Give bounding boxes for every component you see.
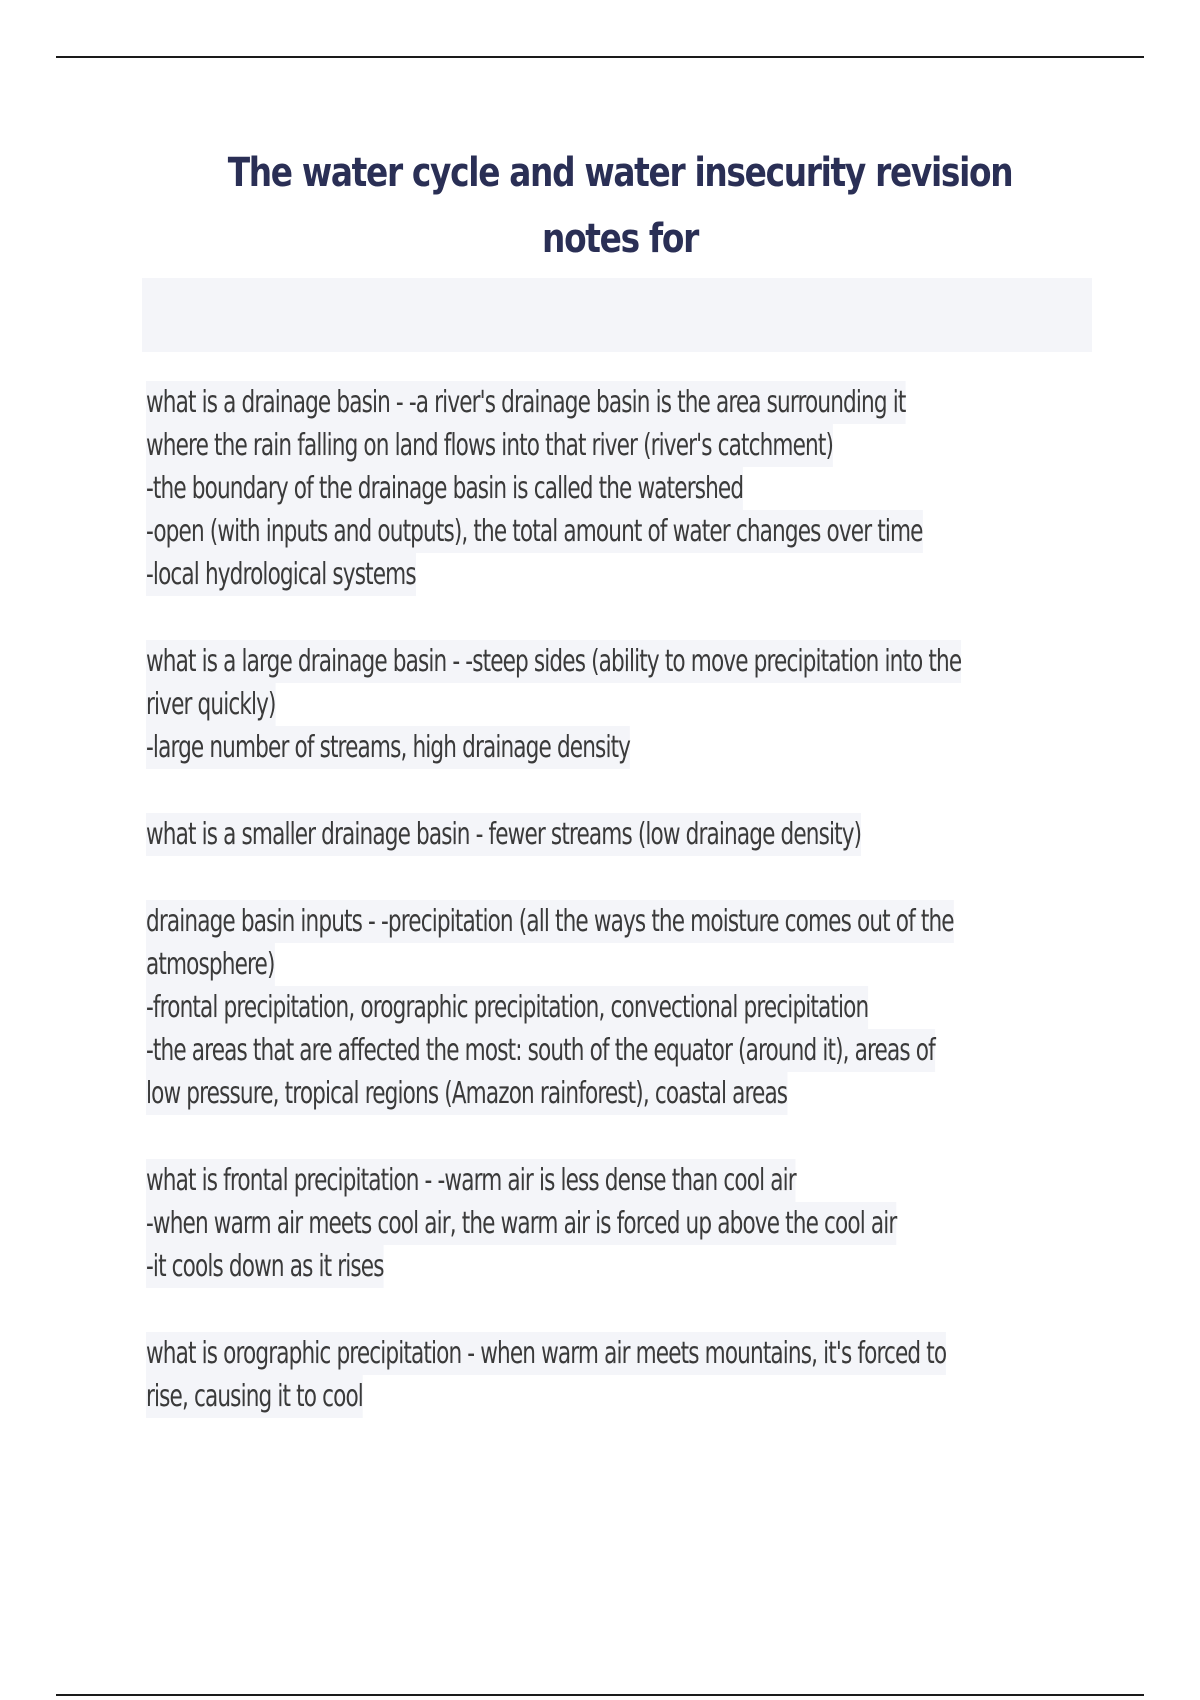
note-line: -it cools down as it rises: [146, 1245, 1146, 1288]
note-line: drainage basin inputs - -precipitation (all the ways the moisture comes out of the: [146, 900, 1146, 943]
note-line: river quickly): [146, 683, 1146, 726]
bottom-rule: [56, 1694, 1144, 1696]
note-large-drainage-basin: [146, 640, 1146, 769]
note-line: what is a smaller drainage basin - fewer streams (low drainage density): [146, 813, 1146, 856]
top-rule: [56, 56, 1144, 58]
note-smaller-drainage-basin: [146, 813, 1146, 856]
note-line: what is frontal precipitation - -warm air is less dense than cool air: [146, 1159, 1146, 1202]
note-line: -when warm air meets cool air, the warm air is forced up above the cool air: [146, 1202, 1146, 1245]
note-line: what is a large drainage basin - -steep sides (ability to move precipitation into the: [146, 640, 1146, 683]
note-line: low pressure, tropical regions (Amazon rainforest), coastal areas: [146, 1072, 1146, 1115]
note-frontal-precipitation: [146, 1159, 1146, 1288]
note-drainage-basin: [146, 381, 1146, 596]
note-line: where the rain falling on land flows into that river (river's catchment): [146, 424, 1146, 467]
title-line-1: The water cycle and water insecurity revision notes for: [227, 150, 1013, 262]
note-line: -local hydrological systems: [146, 553, 1146, 596]
title-banner-placeholder: [142, 278, 1092, 352]
note-line: atmosphere): [146, 943, 1146, 986]
note-line: what is orographic precipitation - when warm air meets mountains, it's forced to: [146, 1332, 1146, 1375]
note-line: -the areas that are affected the most: south of the equator (around it), areas of: [146, 1029, 1146, 1072]
note-line: -frontal precipitation, orographic precipitation, convectional precipitation: [146, 986, 1146, 1029]
note-line: -large number of streams, high drainage density: [146, 726, 1146, 769]
note-orographic-precipitation: [146, 1332, 1146, 1418]
notes-list: [146, 381, 1146, 1462]
note-line: what is a drainage basin - -a river's drainage basin is the area surrounding it: [146, 381, 1146, 424]
note-drainage-basin-inputs: [146, 900, 1146, 1115]
note-line: -the boundary of the drainage basin is called the watershed: [146, 467, 1146, 510]
note-line: -open (with inputs and outputs), the total amount of water changes over time: [146, 510, 1146, 553]
note-line: rise, causing it to cool: [146, 1375, 1146, 1418]
